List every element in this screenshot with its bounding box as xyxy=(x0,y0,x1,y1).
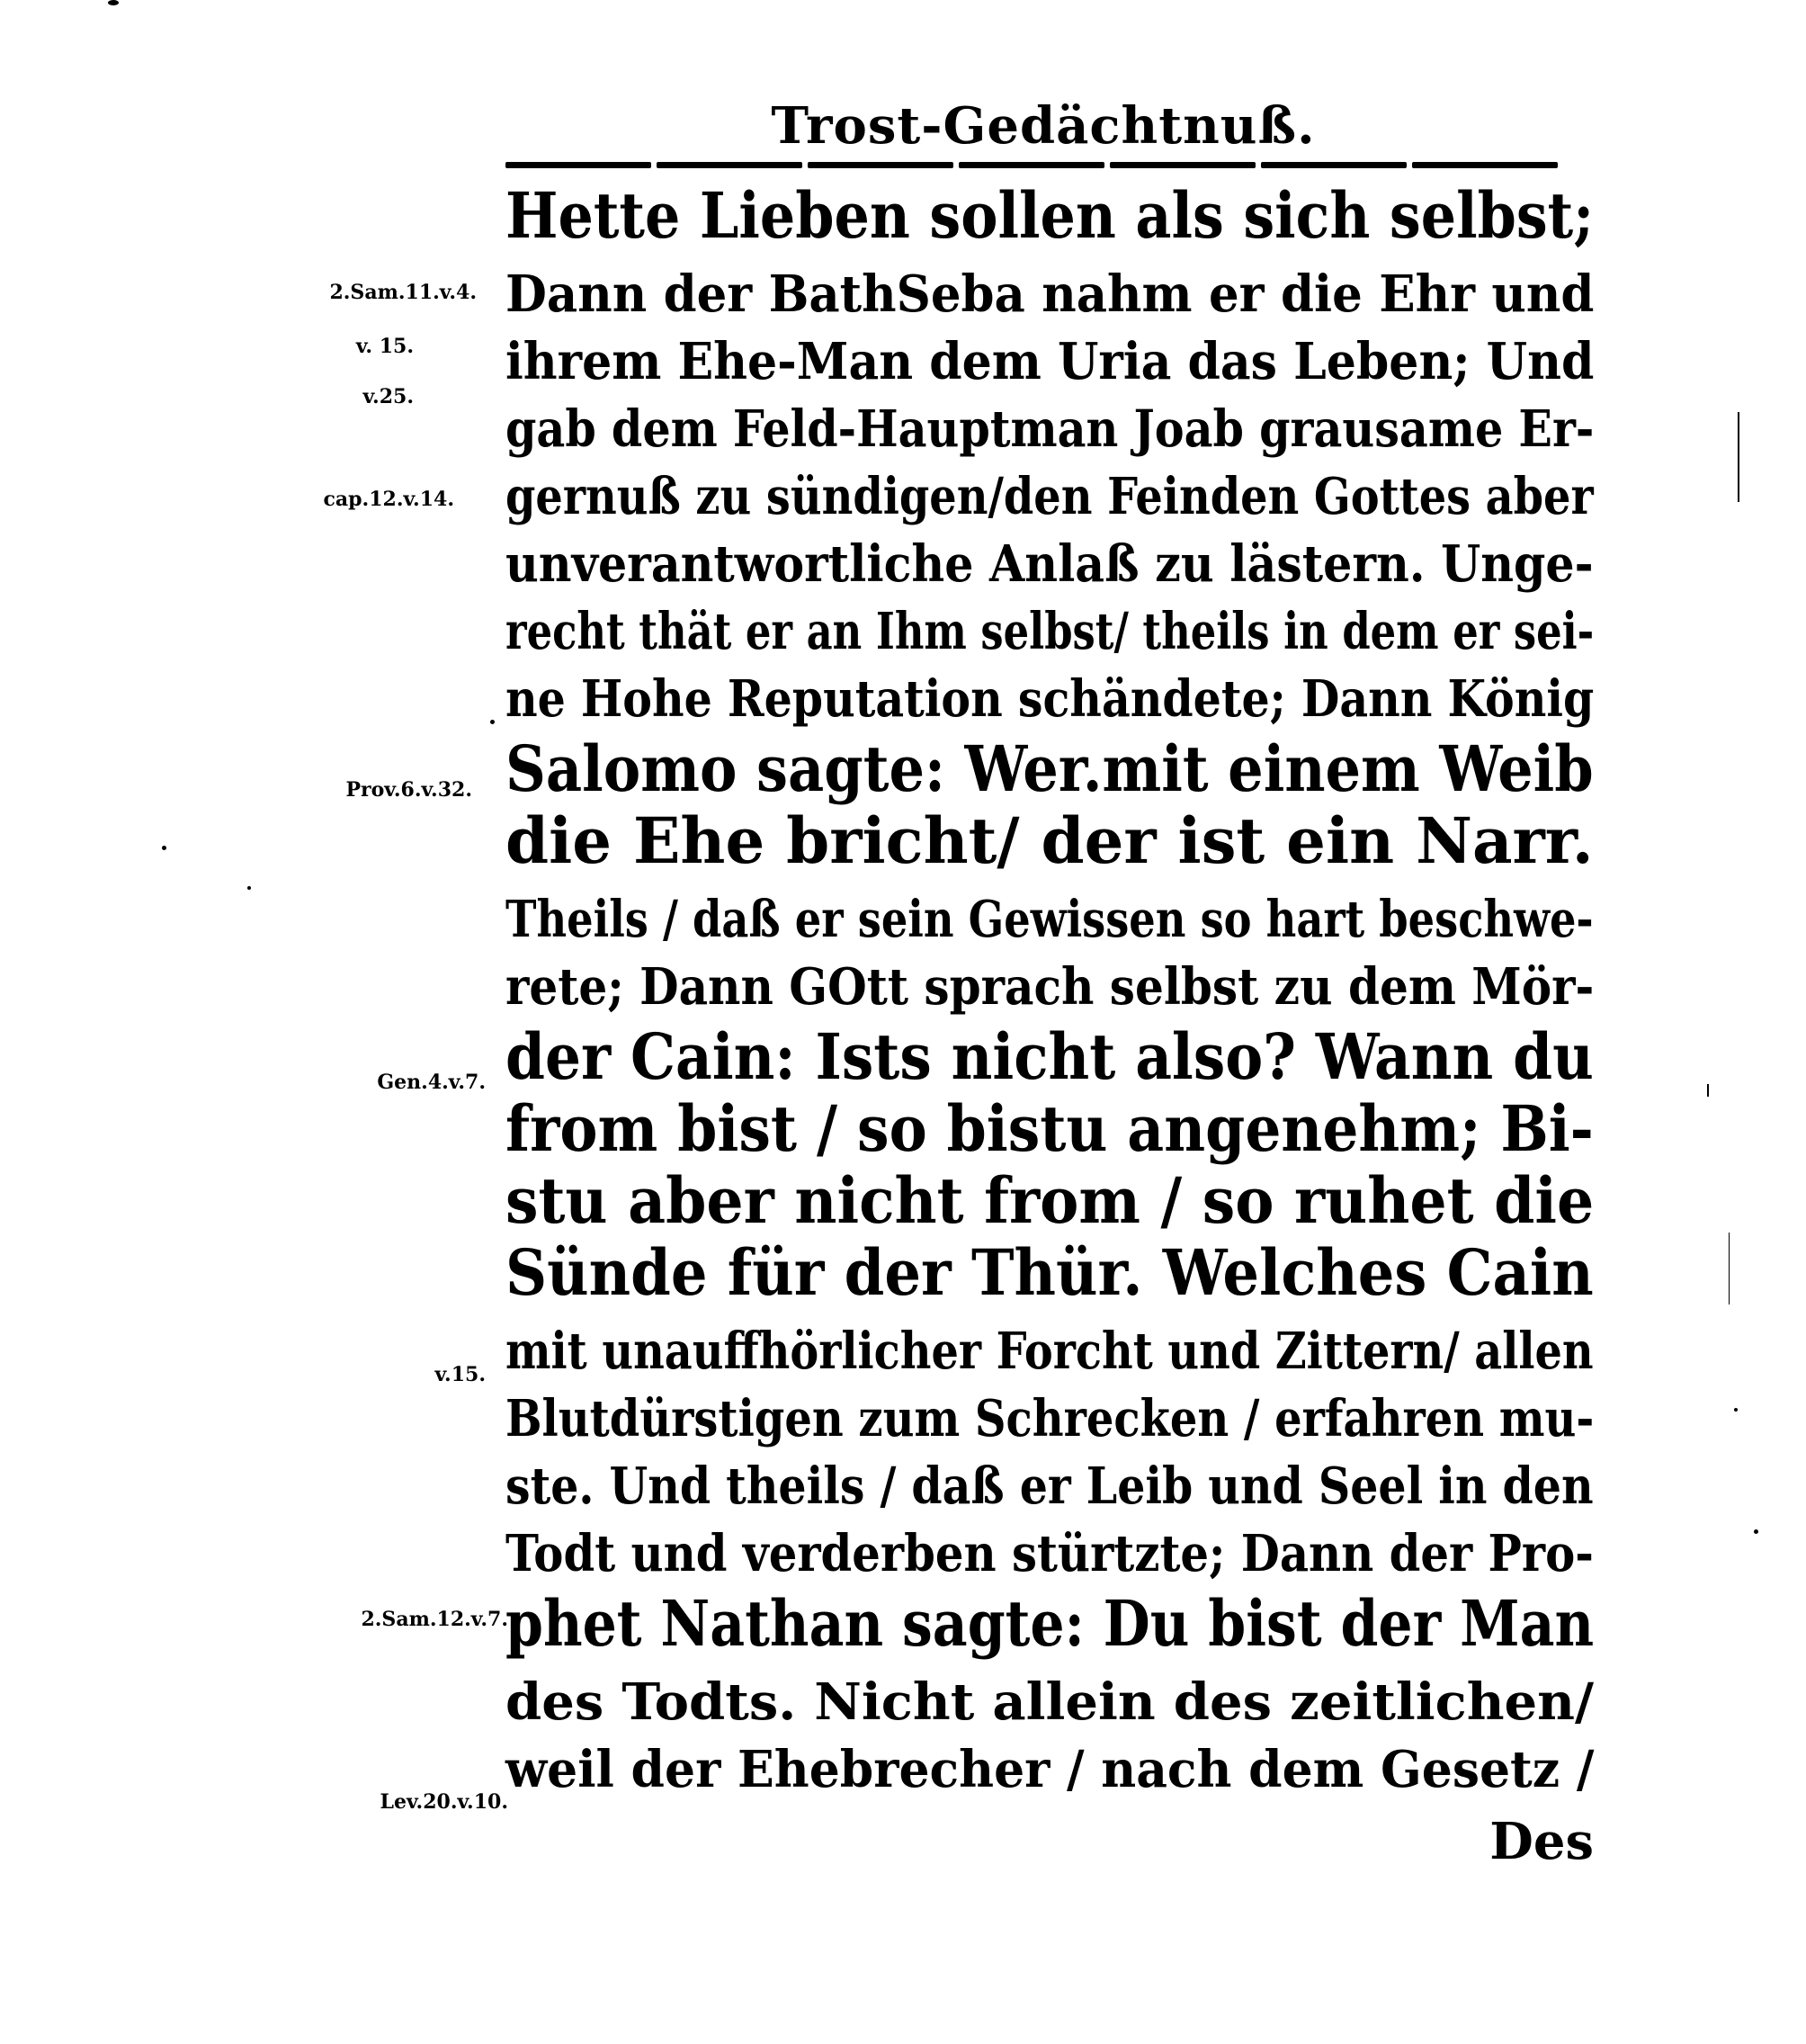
scan-speck xyxy=(1734,1408,1738,1412)
running-head: Trost-Gedächtnuß. xyxy=(771,96,1316,156)
margin-reference: 2.Sam.12.v.7. xyxy=(361,1608,508,1631)
margin-reference: v. 15. xyxy=(355,335,414,358)
margin-reference: cap.12.v.14. xyxy=(323,488,454,511)
margin-reference: v.25. xyxy=(362,385,414,408)
margin-reference: 2.Sam.11.v.4. xyxy=(329,281,477,304)
text-line: Dann der BathSeba nahm er die Ehr und xyxy=(505,264,1595,324)
text-line: phet Nathan sagte: Du bist der Man xyxy=(505,1586,1595,1661)
text-line: gab dem Feld-Hauptman Joab grausame Er- xyxy=(505,399,1595,459)
margin-reference: Gen.4.v.7. xyxy=(377,1071,486,1094)
scan-speck xyxy=(490,720,495,724)
rule-segment xyxy=(505,162,651,168)
text-line: from bist / so bistu angenehm; Bi- xyxy=(505,1091,1594,1166)
text-line: gernuß zu sündigen/den Feinden Gottes aber xyxy=(505,467,1594,526)
edge-mark xyxy=(1707,1084,1709,1097)
scan-speck xyxy=(108,0,119,5)
text-line: Hette Lieben sollen als sich selbst; xyxy=(505,178,1595,253)
text-line: stu aber nicht from / so ruhet die xyxy=(505,1163,1595,1238)
scan-speck xyxy=(247,886,251,890)
rule-segment xyxy=(808,162,953,168)
rule-segment xyxy=(1261,162,1407,168)
text-line: Todt und verderben stürtzte; Dann der Pro- xyxy=(505,1524,1594,1583)
margin-reference: Lev.20.v.10. xyxy=(380,1790,508,1814)
rule-segment xyxy=(657,162,802,168)
text-line: die Ehe bricht/ der ist ein Narr. xyxy=(505,803,1594,878)
text-line: mit unauffhörlicher Forcht und Zittern/ allen xyxy=(505,1322,1594,1381)
text-line: recht thät er an Ihm selbst/ theils in dem er sei- xyxy=(505,602,1595,661)
rule-segment xyxy=(1110,162,1256,168)
text-line: unverantwortliche Anlaß zu lästern. Unge- xyxy=(505,534,1594,594)
rule-segment xyxy=(959,162,1104,168)
scan-speck xyxy=(1754,1529,1758,1534)
edge-mark xyxy=(1738,412,1739,502)
text-line: Blutdürstigen zum Schrecken / erfahren mu- xyxy=(505,1389,1595,1448)
catchword: Des xyxy=(1489,1812,1594,1871)
text-line: Salomo sagte: Wer.mit einem Weib xyxy=(505,731,1594,806)
margin-reference: Prov.6.v.32. xyxy=(345,778,472,802)
text-line: Sünde für der Thür. Welches Cain xyxy=(505,1235,1594,1310)
text-line: rete; Dann GOtt sprach selbst zu dem Mör- xyxy=(505,957,1595,1017)
rule-segment xyxy=(1412,162,1558,168)
text-line: ste. Und theils / daß er Leib und Seel in den xyxy=(505,1457,1594,1516)
edge-mark xyxy=(1729,1233,1730,1304)
text-line: des Todts. Nicht allein des zeitlichen/ xyxy=(505,1672,1595,1732)
text-line: der Cain: Ists nicht also? Wann du xyxy=(505,1019,1594,1094)
text-line: ihrem Ehe-Man dem Uria das Leben; Und xyxy=(505,332,1595,391)
header-rule xyxy=(505,162,1558,169)
text-line: weil der Ehebrecher / nach dem Gesetz / xyxy=(505,1740,1595,1799)
scan-speck xyxy=(162,846,166,850)
margin-reference: v.15. xyxy=(434,1363,486,1386)
text-line: ne Hohe Reputation schändete; Dann König xyxy=(505,669,1595,729)
text-line: Theils / daß er sein Gewissen so hart beschwe- xyxy=(505,890,1594,949)
